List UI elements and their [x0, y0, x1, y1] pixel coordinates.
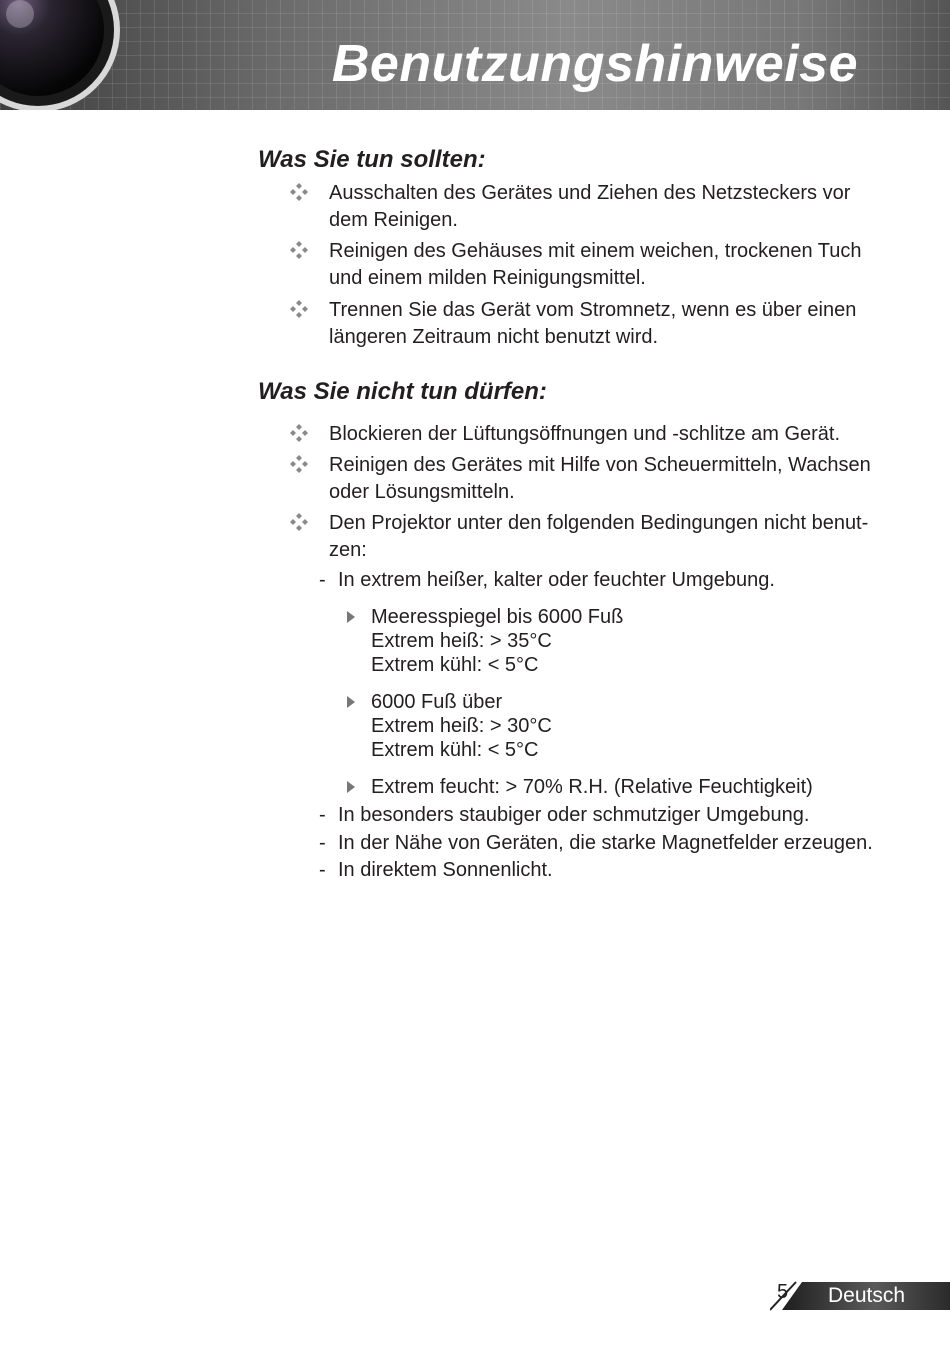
page-number: 5 [777, 1281, 789, 1303]
do-item-1-line-1: Ausschalten des Gerätes und Ziehen des Netzsteckers vor [329, 182, 851, 204]
climate-1 [371, 605, 623, 677]
do-item-2-line-2: und einem milden Reinigungsmittel. [329, 267, 646, 289]
climate-3 [371, 775, 813, 799]
climate-1-line-1: Meeresspiegel bis 6000 Fuß [371, 606, 624, 628]
triangle-bullet-icon [347, 611, 355, 623]
climate-2-line-3: Extrem kühl: < 5°C [371, 739, 539, 761]
dont-item-2-line-2: oder Lösungsmitteln. [329, 481, 515, 503]
page-title: Benutzungshinweise [331, 35, 858, 93]
diamond-bullet-icon [290, 300, 308, 318]
dont-item-3-line-1: Den Projektor unter den folgenden Bedingungen nicht benut- [329, 512, 869, 534]
climate-2-line-2: Extrem heiß: > 30°C [371, 715, 552, 737]
dash-bullet: - [319, 569, 326, 591]
condition-1: In extrem heißer, kalter oder feuchter Umgebung. [338, 569, 775, 591]
page-header [0, 0, 950, 110]
dont-item-3-line-2: zen: [329, 539, 367, 561]
dont-item-1 [329, 421, 889, 448]
climate-1-line-2: Extrem heiß: > 35°C [371, 630, 552, 652]
diamond-bullet-icon [290, 241, 308, 259]
do-item-3 [329, 297, 889, 351]
climate-2 [371, 690, 552, 762]
triangle-bullet-icon [347, 696, 355, 708]
condition-2: In besonders staubiger oder schmutziger Umgebung. [338, 804, 810, 826]
footer-language: Deutsch [828, 1284, 906, 1307]
dash-bullet: - [319, 859, 326, 881]
diamond-bullet-icon [290, 183, 308, 201]
climate-3-line-1: Extrem feucht: > 70% R.H. (Relative Feuchtigkeit) [371, 776, 813, 798]
triangle-bullet-icon [347, 781, 355, 793]
diamond-bullet-icon [290, 513, 308, 531]
do-item-2 [329, 238, 889, 292]
dont-heading: Was Sie nicht tun dürfen: [258, 378, 547, 405]
do-item-2-line-1: Reinigen des Gehäuses mit einem weichen, trockenen Tuch [329, 240, 862, 262]
projector-lens-icon [0, 0, 120, 110]
do-item-3-line-2: längeren Zeitraum nicht benutzt wird. [329, 326, 659, 348]
do-item-1-line-2: dem Reinigen. [329, 209, 458, 231]
climate-2-line-1: 6000 Fuß über [371, 691, 503, 713]
condition-3: In der Nähe von Geräten, die starke Magnetfelder erzeugen. [338, 832, 873, 854]
dont-item-1-line-1: Blockieren der Lüftungsöffnungen und -schlitze am Gerät. [329, 423, 841, 445]
dont-item-2 [329, 452, 889, 506]
do-item-1 [329, 180, 889, 234]
dash-bullet: - [319, 804, 326, 826]
dont-item-2-line-1: Reinigen des Gerätes mit Hilfe von Scheuermitteln, Wachsen [329, 454, 871, 476]
do-item-3-line-1: Trennen Sie das Gerät vom Stromnetz, wenn es über einen [329, 299, 857, 321]
dont-item-3 [329, 510, 889, 564]
diamond-bullet-icon [290, 455, 308, 473]
dash-bullet: - [319, 832, 326, 854]
diamond-bullet-icon [290, 424, 308, 442]
do-heading: Was Sie tun sollten: [258, 146, 486, 173]
climate-1-line-3: Extrem kühl: < 5°C [371, 654, 539, 676]
condition-4: In direktem Sonnenlicht. [338, 859, 553, 881]
